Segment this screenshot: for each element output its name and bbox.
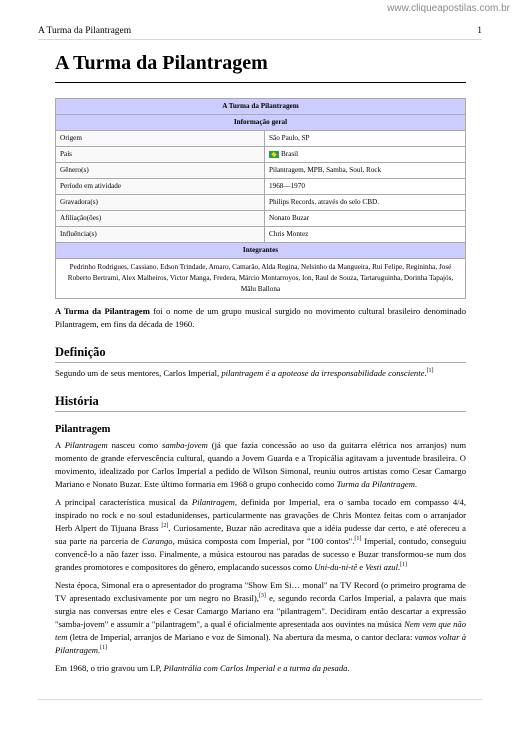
infobox-label: País [56,147,265,163]
section-heading-definicao: Definição [55,345,466,363]
subsection-heading-pilantragem: Pilantragem [55,424,111,435]
historia-paragraph-2: A principal característica musical da Pilantragem, definida por Imperial, era o samba tocado em compasso 4/4, inspirado no rock e no soul estadunidenses, particularmente nas gravações de Chris Montez feitas com o arranjador Herb Alpert do Tijuana Brass [2]. Curiosamente, Buzar não acreditava que a idéia pudesse dar certo, e até ofereceu a sua parte na parceria de Carango, música composta com Imperial, por "100 contos".[1] Imperial, contudo, conseguiu convencê-lo a não fazer isso. Finalmente, a música estourou nas paradas de sucesso e Buzar transformou-se num dos grandes promotores e compositores do gênero, emplacando sucessos como Uni-du-ni-tê e Vesti azul.[1] [55,497,466,572]
infobox-row [56,227,466,243]
footer-rule [38,699,482,700]
watermark: www.cliqueapostilas.com.br [387,3,510,14]
infobox-value: Chris Montez [265,227,466,243]
infobox-row [56,163,466,179]
infobox-row [56,211,466,227]
running-header [38,26,482,36]
header-rule [38,39,482,40]
definicao-paragraph: Segundo um de seus mentores, Carlos Imperial, pilantragem é a apoteose da irresponsabilidade consciente.[1] [55,368,434,378]
reference-link[interactable]: [1] [100,645,108,652]
historia-paragraph-4: Em 1968, o trio gravou um LP, Pilantrália com Carlos Imperial e a turma da pesada. [55,663,350,673]
infobox-label: Afiliação(ões) [56,211,265,227]
article [55,48,466,680]
reference-link[interactable]: [1] [354,536,362,543]
infobox-members-heading: Integrantes [56,243,466,259]
infobox-label: Período em atividade [56,179,265,195]
reference-link[interactable]: [2] [161,523,169,530]
infobox-row [56,195,466,211]
infobox-value: Nonato Buzar [265,211,466,227]
infobox-general-heading: Informação geral [56,115,466,131]
infobox [55,98,466,299]
infobox-members: Pedrinho Rodrigues, Cassiano, Edson Trindade, Amaro, Camarão, Alda Regina, Nelsinho da Mangueira, Rui Felipe, Regininha, José Roberto Bertrami, Alex Malheiros, Victor Manga, Fredera, Márcio Montarroyos, Ion, Raul de Souza, Tartaruguinha, Dorinha Tapajós, Mãlu Ballona [56,259,466,299]
brazil-flag-icon [269,151,279,158]
infobox-value: Philips Records, através do selo CBD. [265,195,466,211]
reference-link[interactable]: [3] [258,593,266,600]
historia-paragraph-3: Nesta época, Simonal era o apresentador do programa "Show Em Si… monal" na TV Record (o primeiro programa de TV apresentado exclusivamente por um negro no Brasil),[3] e, segundo recorda Carlos Imperial, a palavra que mais surgia nas conversas entre eles e Cesar Camargo Mariano era "pilantragem". Decidiram então descartar a expressão "samba-jovem" e assumir a "pilantragem", a qual é oficialmente apresentada aos ouvintes na música Nem vem que não tem (letra de Imperial, arranjos de Mariano e voz de Simonal). Na abertura da mesma, o cantor declara: vamos voltar à Pilantragem.[1] [55,580,466,655]
infobox-caption: A Turma da Pilantragem [56,99,466,115]
page-title: A Turma da Pilantragem [55,50,466,83]
page-number: 1 [477,26,482,36]
running-header-title: A Turma da Pilantragem [38,26,132,36]
reference-link[interactable]: [1] [400,562,408,569]
infobox-label: Origem [56,131,265,147]
infobox-value [265,147,466,163]
infobox-row [56,131,466,147]
infobox-value: 1968—1970 [265,179,466,195]
intro-paragraph: A Turma da Pilantragem foi o nome de um grupo musical surgido no movimento cultural brasileiro denominado Pilantragem, em fins da década de 1960. [55,306,466,329]
historia-paragraph-1: A Pilantragem nasceu como samba-jovem (já que fazia concessão ao uso da guitarra elétrica nos arranjos) num momento de grande efervescência cultural, quando a Jovem Guarda e a Tropicália agitavam a juventude brasileira. O movimento, idealizado por Carlos Imperial a pedido de Wilson Simonal, reuniu outros artistas como Cesar Camargo Mariano e Nonato Buzar. Este último formaria em 1968 o grupo conhecido como Turma da Pilantragem. [55,440,467,489]
country-link[interactable]: Brasil [281,150,299,158]
section-heading-historia: História [55,394,466,412]
infobox-label: Gravadora(s) [56,195,265,211]
infobox-value: Pilantragem, MPB, Samba, Soul, Rock [265,163,466,179]
reference-link[interactable]: [1] [426,368,434,375]
intro-bold: A Turma da Pilantragem [55,306,150,316]
infobox-label: Gênero(s) [56,163,265,179]
infobox-row [56,179,466,195]
infobox-label: Influência(s) [56,227,265,243]
infobox-value: São Paulo, SP [265,131,466,147]
infobox-row [56,147,466,163]
